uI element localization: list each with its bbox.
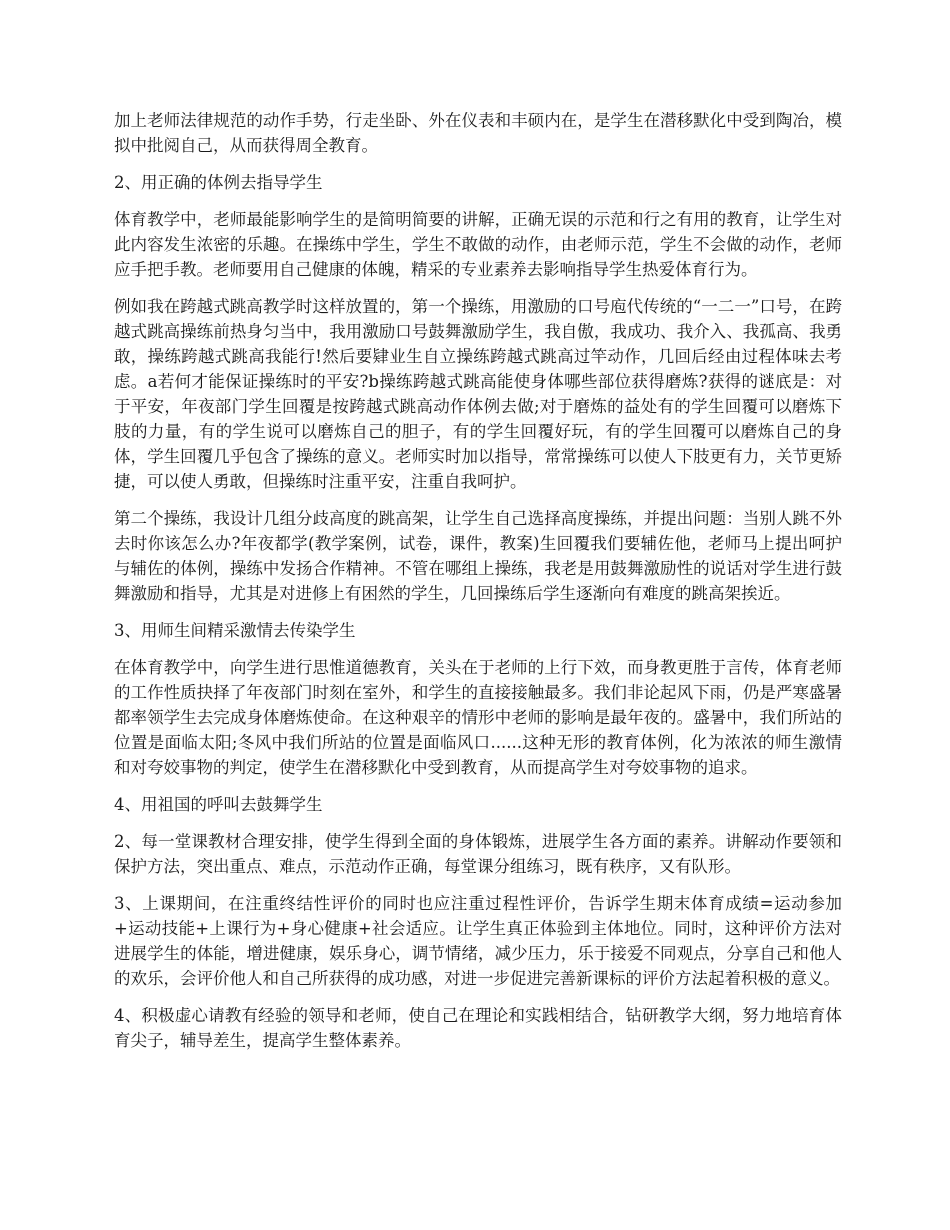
section-heading-2: 2、用正确的体例去指导学生 — [114, 173, 323, 192]
section-heading-3: 3、用师生间精采激情去传染学生 — [114, 621, 356, 640]
paragraph-evaluation: 3、上课期间，在注重终结性评价的同时也应注重过程性评价，告诉学生期末体育成绩=运动参加+运动技能+上课行为+身心健康+社会适应。让学生真正体验到主体地位。同时，这种评价方法对进展学生的体能，增进健康，娱乐身心，调节情绪，减少压力，乐于接爱不同观点，分享自己和他人的欢乐，会评价他人和自己所获得的成功感，对进一步促进完善新课标的评价方法起着积极的意义。 — [114, 894, 842, 988]
paragraph-self-improvement: 4、积极虚心请教有经验的领导和老师，使自己在理论和实践相结合，钻研教学大纲，努力地培育体育尖子，辅导差生，提高学生整体素养。 — [114, 1006, 842, 1050]
paragraph-lesson-arrangement: 2、每一堂课教材合理安排，使学生得到全面的身体锻炼，进展学生各方面的素养。讲解动作要领和保护方法，突出重点、难点，示范动作正确，每堂课分组练习，既有秩序，又有队形。 — [114, 832, 842, 876]
section-heading-4: 4、用祖国的呼叫去鼓舞学生 — [114, 795, 323, 814]
paragraph-moral-education: 在体育教学中，向学生进行思惟道德教育，关头在于老师的上行下效，而身教更胜于言传，体育老师的工作性质抉择了年夜部门时刻在室外，和学生的直接接触最多。我们非论起风下雨，仍是严寒盛暑都率领学生去完成身体磨炼使命。在这种艰辛的情形中老师的影响是最年夜的。盛暑中，我们所站的位置是面临太阳;冬风中我们所站的位置是面临风口......这种无形的教育体例，化为浓浓的师生激情和对夸姣事物的判定，使学生在潜移默化中受到教育，从而提高学生对夸姣事物的追求。 — [114, 658, 842, 777]
document-body — [114, 108, 842, 1065]
paragraph-second-exercise: 第二个操练，我设计几组分歧高度的跳高架，让学生自己选择高度操练，并提出问题：当别人跳不外去时你该怎么办?年夜都学(教学案例，试卷，课件，教案)生回覆我们要辅佐他，老师马上提出呵护与辅佐的体例，操练中发扬合作精神。不管在哪组上操练，我老是用鼓舞激励性的说话对学生进行鼓舞激励和指导，尤其是对进修上有困然的学生，几回操练后学生逐渐向有难度的跳高架挨近。 — [114, 509, 842, 603]
paragraph-high-jump-example: 例如我在跨越式跳高教学时这样放置的，第一个操练，用激励的口号庖代传统的“一二一”口号，在跨越式跳高操练前热身匀当中，我用激励口号鼓舞激励学生，我自傲，我成功、我介入、我孤高、我勇敢，操练跨越式跳高我能行!然后要肄业生自立操练跨越式跳高过竿动作，几回后经由过程体味去考虑。a若何才能保证操练时的平安?b操练跨越式跳高能使身体哪些部位获得磨炼?获得的谜底是：对于平安，年夜部门学生回覆是按跨越式跳高动作体例去做;对于磨炼的益处有的学生回覆可以磨炼下肢的力量，有的学生说可以磨炼自己的胆子，有的学生回覆好玩，有的学生回覆可以磨炼自己的身体，学生回覆几乎包含了操练的意义。老师实时加以指导，常常操练可以使人下肢更有力，关节更矫捷，可以使人勇敢，但操练时注重平安，注重自我呵护。 — [114, 297, 842, 491]
paragraph-teaching-method: 体育教学中，老师最能影响学生的是简明简要的讲解，正确无误的示范和行之有用的教育，让学生对此内容发生浓密的乐趣。在操练中学生，学生不敢做的动作，由老师示范，学生不会做的动作，老师应手把手教。老师要用自己健康的体魄，精采的专业素养去影响指导学生热爱体育行为。 — [114, 210, 842, 279]
paragraph-intro: 加上老师法律规范的动作手势，行走坐卧、外在仪表和丰硕内在，是学生在潜移默化中受到陶冶，模拟中批阅自己，从而获得周全教育。 — [114, 111, 842, 155]
